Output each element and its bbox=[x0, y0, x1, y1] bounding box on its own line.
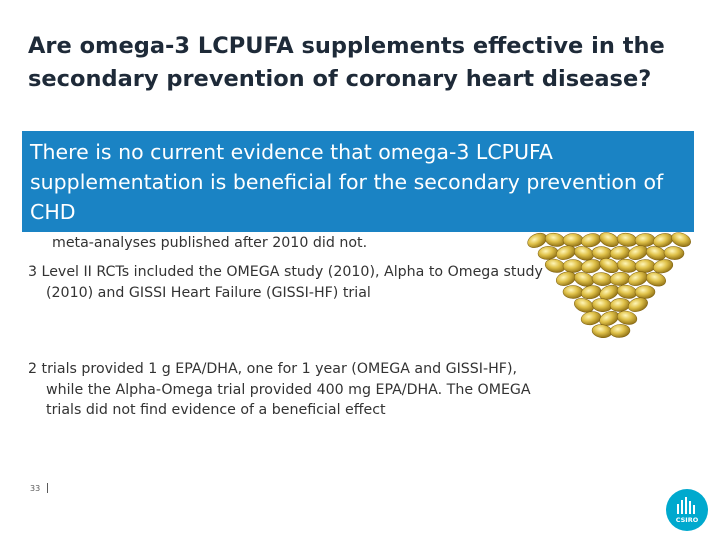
page-number: 33 bbox=[30, 484, 41, 493]
conclusion-callout: There is no current evidence that omega-3 LCPUFA supplementation is beneficial for the secondary prevention of CHD bbox=[22, 131, 694, 232]
capsule bbox=[609, 245, 631, 261]
capsule bbox=[591, 323, 613, 339]
capsule bbox=[616, 258, 638, 275]
slide-title: Are omega-3 LCPUFA supplements effective in the secondary prevention of coronary heart disease? bbox=[28, 33, 665, 92]
capsule bbox=[591, 297, 612, 312]
footer-divider bbox=[47, 483, 48, 493]
csiro-logo-text: CSIRO bbox=[675, 516, 699, 524]
capsule bbox=[609, 297, 630, 312]
partially-hidden-text-line: meta-analyses published after 2010 did not. bbox=[52, 235, 368, 251]
fish-oil-capsules-image bbox=[520, 232, 700, 352]
capsule bbox=[616, 232, 638, 248]
capsule bbox=[563, 233, 583, 246]
capsule bbox=[563, 285, 583, 298]
body-paragraph-rcts: 3 Level II RCTs included the OMEGA study (2010), Alpha to Omega study (2010) and GISSI Heart Failure (GISSI-HF) trial bbox=[28, 264, 543, 301]
capsule bbox=[580, 310, 602, 327]
csiro-logo bbox=[665, 488, 709, 532]
capsule bbox=[609, 271, 630, 286]
capsule bbox=[537, 245, 558, 260]
capsule bbox=[580, 284, 602, 301]
capsule bbox=[609, 324, 630, 339]
capsule bbox=[664, 246, 685, 260]
capsule bbox=[563, 260, 583, 273]
capsule bbox=[635, 285, 655, 298]
capsule bbox=[591, 272, 612, 287]
capsule bbox=[591, 246, 612, 261]
capsule bbox=[635, 259, 655, 273]
body-paragraph-trials: 2 trials provided 1 g EPA/DHA, one for 1 year (OMEGA and GISSI-HF), while the Alpha-Omega trial provided 400 mg EPA/DHA. The OMEGA trials did not find evidence of a beneficial effect bbox=[28, 361, 531, 418]
capsule bbox=[635, 233, 656, 247]
